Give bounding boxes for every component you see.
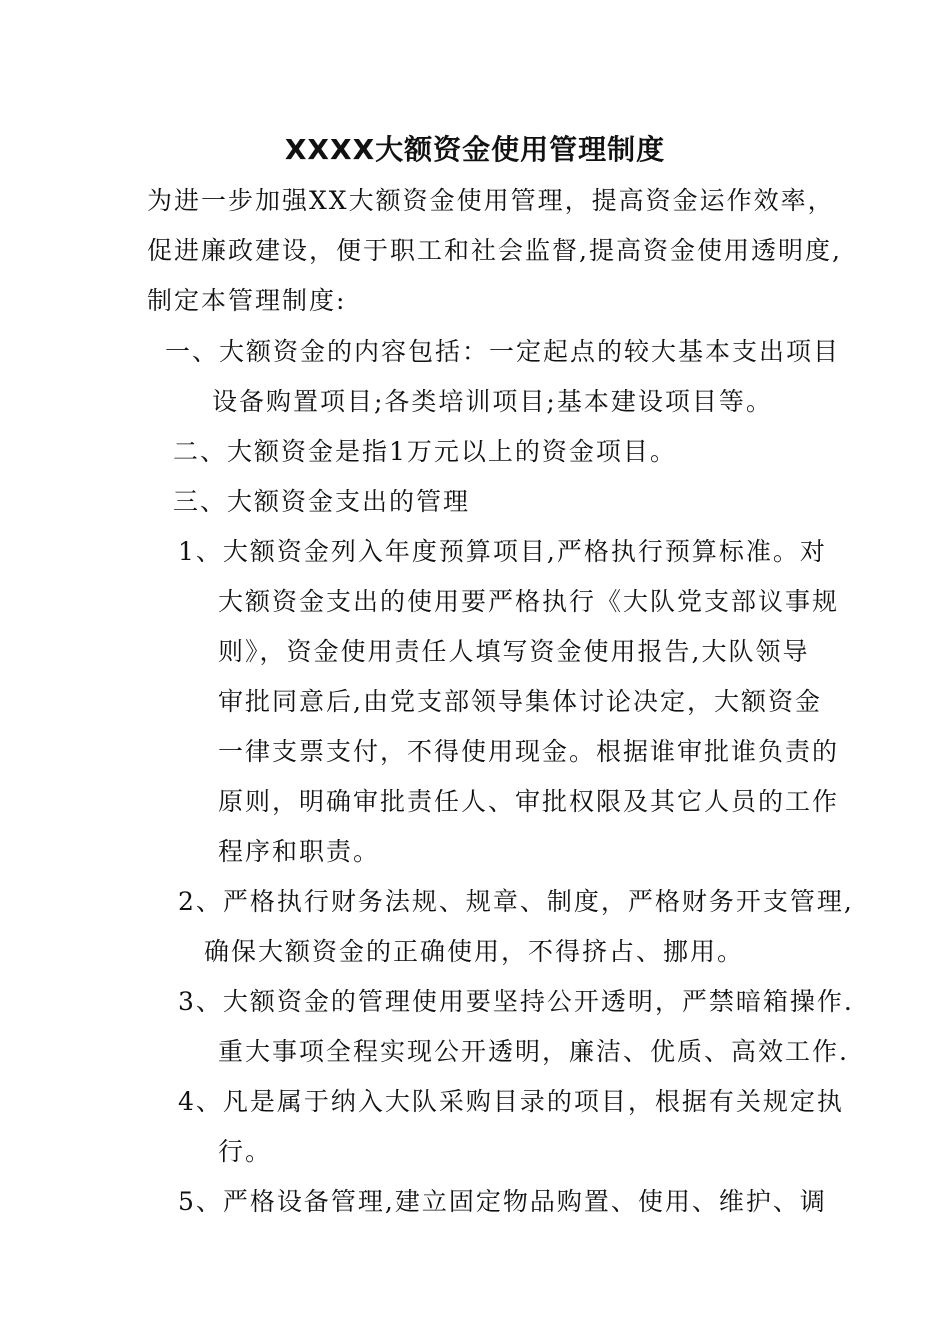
item-1-line: 原则，明确审批责任人、审批权限及其它人员的工作 [218,787,840,816]
item-1-line: 则》，资金使用责任人填写资金使用报告,大队领导 [218,637,810,666]
body-line: 制定本管理制度: [147,286,347,315]
body-line: 促进廉政建设，便于职工和社会监督,提高资金使用透明度, [147,236,842,265]
item-5-line: 5、严格设备管理,建立固定物品购置、使用、维护、调 [178,1187,827,1216]
item-3-line: 3、大额资金的管理使用要坚持公开透明，严禁暗箱操作. [178,987,854,1016]
body-line: 为进一步加强XX大额资金使用管理，提高资金运作效率， [147,186,835,215]
section-heading-1: 一、大额资金的内容包括：一定起点的较大基本支出项目 [165,337,841,366]
item-1-line: 大额资金支出的使用要严格执行《大队党支部议事规 [218,587,840,616]
document-title: XXXX大额资金使用管理制度 [284,133,666,166]
item-1-line: 一律支票支付，不得使用现金。根据谁审批谁负责的 [218,737,840,766]
section-heading-2: 二、大额资金是指1万元以上的资金项目。 [173,437,677,466]
item-4-line: 4、凡是属于纳入大队采购目录的项目，根据有关规定执 [178,1087,844,1116]
item-1-line: 审批同意后,由党支部领导集体讨论决定，大额资金 [218,687,822,716]
item-1-line: 程序和职责。 [218,837,381,866]
item-3-line: 重大事项全程实现公开透明，廉洁、优质、高效工作. [218,1037,849,1066]
item-2-line: 2、严格执行财务法规、规章、制度，严格财务开支管理, [178,887,854,916]
item-4-line: 行。 [218,1137,273,1166]
item-1-line: 1、大额资金列入年度预算项目,严格执行预算标准。对 [178,537,827,566]
section-heading-3: 三、大额资金支出的管理 [173,487,471,516]
body-line: 设备购置项目;各类培训项目;基本建设项目等。 [212,387,773,416]
item-2-line: 确保大额资金的正确使用，不得挤占、挪用。 [204,937,745,966]
